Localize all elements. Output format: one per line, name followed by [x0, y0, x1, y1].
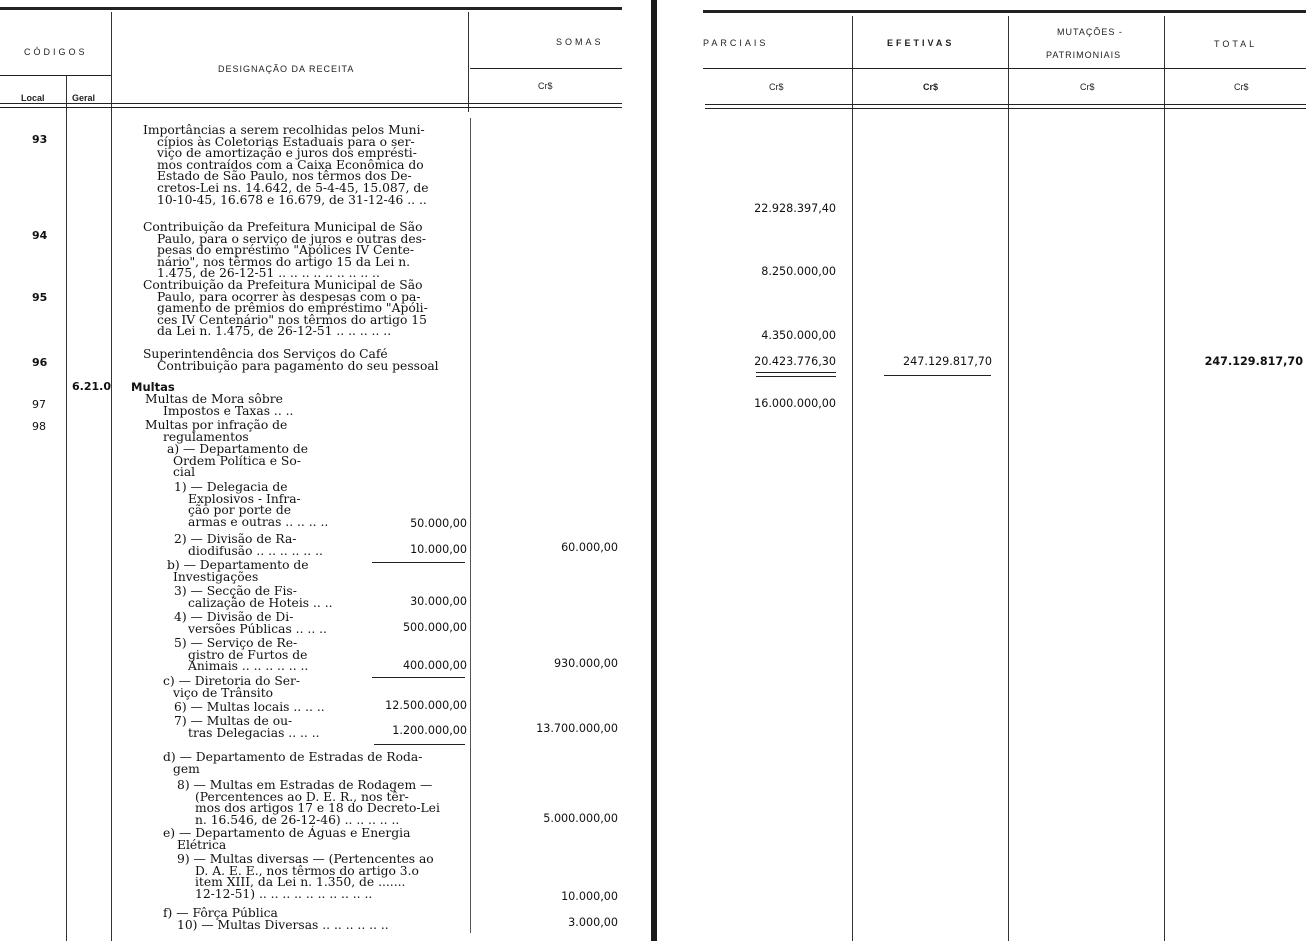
desc-line: (Percentences ao D. E. R., nos têr-: [195, 789, 409, 804]
amount-item-2: 10.000,00: [410, 543, 467, 556]
desc-line: calização de Hoteis .. ..: [188, 595, 333, 610]
code-98: 98: [32, 420, 46, 433]
desc-line: Importâncias a serem recolhidas pelos Muni-: [143, 123, 425, 137]
header-rule-2: [0, 107, 622, 108]
desc-line: Ordem Política e So-: [173, 453, 301, 468]
sub-e: [163, 828, 410, 851]
desc-line: 4) — Divisão de Di-: [174, 610, 294, 624]
somas-header: SOMAS: [556, 37, 604, 47]
desc-line: Impostos e Taxas .. ..: [163, 403, 294, 418]
desc-97: [145, 394, 293, 417]
desc-line: da Lei n. 1.475, de 26-12-51 .. .. .. .. ..: [157, 324, 392, 339]
designacao-header: DESIGNAÇÃO DA RECEITA: [218, 64, 355, 74]
header-rule-1: [0, 103, 622, 104]
parciais-header: PARCIAIS: [703, 38, 769, 48]
top-rule: [0, 7, 622, 10]
col-divider-codes: [111, 12, 112, 941]
desc-line: 12-12-51) .. .. .. .. .. .. .. .. .. ..: [195, 886, 373, 901]
desc-96: [143, 349, 439, 372]
soma-f: 3.000,00: [568, 916, 618, 929]
desc-line: 2) — Divisão de Ra-: [174, 532, 297, 546]
col-divider-efetivas: [1008, 16, 1009, 941]
soma-b: 930.000,00: [553, 657, 618, 670]
desc-line: Paulo, para ocorrer às despesas com o pa-: [157, 289, 421, 304]
codes-subrule: [0, 75, 111, 76]
parciais-sum-rule: [756, 376, 836, 377]
item-7: [174, 716, 320, 739]
desc-line: 1) — Delegacia de: [174, 480, 288, 494]
mutacoes-header-2: PATRIMONIAIS: [1046, 50, 1122, 60]
desc-line: cípios às Coletorias Estaduais para o ser-: [157, 134, 415, 149]
parcial-94: 8.250.000,00: [761, 265, 836, 278]
efetivas-header: EFETIVAS: [887, 38, 955, 48]
item-8: [177, 780, 440, 826]
code-96: 96: [32, 356, 48, 369]
parcial-93: 22.928.397,40: [754, 202, 836, 215]
subtotal-rule: [374, 744, 465, 745]
parcial-96: 20.423.776,30: [754, 355, 836, 368]
desc-line: Elétrica: [177, 837, 227, 852]
desc-93: [143, 125, 429, 206]
desc-line: c) — Diretoria do Ser-: [163, 674, 301, 688]
item-1: [174, 482, 328, 528]
amount-item-3: 30.000,00: [410, 595, 467, 608]
parcial-95: 4.350.000,00: [761, 329, 836, 342]
desc-line: nário", nos têrmos do artigo 15 da Lei n.: [157, 254, 411, 269]
soma-a: 60.000,00: [561, 541, 618, 554]
desc-line: viço de amortização e juros dos emprésti-: [157, 146, 417, 161]
col-divider-parciais: [852, 16, 853, 941]
desc-line: versões Públicas .. .. ..: [188, 621, 327, 636]
desc-line: regulamentos: [163, 429, 249, 444]
amount-item-5: 400.000,00: [402, 659, 467, 672]
amount-item-6: 12.500.000,00: [385, 699, 467, 712]
desc-line: gamento de prêmios do empréstimo "Apóli-: [157, 301, 428, 316]
code-94: 94: [32, 229, 48, 242]
desc-line: 1.475, de 26-12-51 .. .. .. .. .. .. .. .. ..: [157, 266, 380, 281]
desc-line: Multas de Mora sôbre: [145, 392, 283, 406]
code-93: 93: [32, 133, 48, 146]
code-97: 97: [32, 398, 46, 411]
desc-line: diodifusão .. .. .. .. .. ..: [188, 543, 323, 558]
desc-line: Investigações: [173, 569, 259, 584]
col-divider-local-geral: [66, 76, 67, 941]
desc-line: Paulo, para o serviço de juros e outras des-: [157, 231, 427, 246]
parciais-sum-rule: [756, 372, 836, 373]
desc-95: [143, 280, 428, 338]
desc-line: e) — Departamento de Águas e Energia: [163, 826, 411, 840]
code-95: 95: [32, 291, 48, 304]
multas-heading: Multas: [131, 380, 175, 394]
desc-line: Estado de São Paulo, nos têrmos dos De-: [157, 169, 412, 184]
item-4: [174, 612, 327, 635]
desc-line: ção por porte de: [188, 503, 292, 518]
item-3: [174, 586, 333, 609]
item-6: [174, 702, 325, 714]
item-5: [174, 638, 308, 673]
efetivas-sum-rule: [884, 375, 991, 376]
desc-line: 7) — Multas de ou-: [174, 714, 293, 728]
subtotal-rule: [372, 562, 465, 563]
desc-line: mos dos artigos 17 e 18 do Decreto-Lei: [195, 801, 440, 816]
amount-item-7: 1.200.000,00: [392, 724, 467, 737]
total-unit: Cr$: [1234, 82, 1249, 92]
total-96: 247.129.817,70: [1204, 355, 1303, 368]
col-divider-mutacoes: [1164, 16, 1165, 941]
desc-line: item XIII, da Lei n. 1.350, de .......: [195, 875, 406, 890]
header-rule-1: [705, 104, 1306, 105]
desc-line: Explosivos - Infra-: [188, 491, 301, 506]
book-spine: [651, 0, 657, 941]
desc-line: tras Delegacias .. .. ..: [188, 725, 320, 740]
desc-line: Contribuição da Prefeitura Municipal de São: [143, 278, 423, 292]
sub-b: [167, 560, 309, 583]
somas-subrule: [470, 68, 622, 69]
desc-line: viço de Trânsito: [173, 685, 274, 700]
desc-line: n. 16.546, de 26-12-46) .. .. .. .. ..: [195, 812, 400, 827]
somas-unit: Cr$: [538, 81, 553, 91]
soma-d: 5.000.000,00: [543, 812, 618, 825]
sub-f: f) — Fôrça Pública: [163, 906, 278, 920]
desc-line: Superintendência dos Serviços do Café: [143, 347, 388, 361]
desc-line: D. A. E. E., nos têrmos do artigo 3.o: [195, 863, 419, 878]
desc-line: ces IV Centenário" nos têrmos do artigo 15: [157, 312, 427, 327]
desc-line: gistro de Furtos de: [188, 647, 308, 662]
geral-header: Geral: [72, 93, 96, 103]
desc-line: 10-10-45, 16.678 e 16.679, de 31-12-46 .. ..: [157, 192, 427, 207]
col-divider-somas: [468, 12, 469, 112]
desc-line: gem: [173, 761, 200, 776]
header-rule-2: [705, 108, 1306, 109]
desc-line: armas e outras .. .. .. ..: [188, 514, 329, 529]
desc-line: b) — Departamento de: [167, 558, 309, 572]
desc-94: [143, 222, 426, 280]
mutacoes-header-1: MUTAÇÕES -: [1057, 27, 1123, 37]
page-gutter: [626, 0, 666, 941]
desc-line: Multas por infração de: [145, 418, 288, 432]
parcial-97: 16.000.000,00: [754, 397, 836, 410]
desc-line: a) — Departamento de: [167, 442, 308, 456]
desc-line: pesas do empréstimo "Apólices IV Cente-: [157, 243, 415, 258]
soma-e: 10.000,00: [561, 890, 618, 903]
soma-c: 13.700.000,00: [536, 722, 618, 735]
codigos-header: CÓDIGOS: [24, 47, 88, 57]
efetivas-unit: Cr$: [923, 82, 939, 92]
desc-line: cial: [173, 465, 196, 480]
local-header: Local: [21, 93, 45, 103]
sub-a: [167, 444, 308, 479]
desc-line: Contribuição da Prefeitura Municipal de São: [143, 220, 423, 234]
desc-line: Contribuição para pagamento do seu pessoal: [157, 358, 439, 373]
desc-line: cretos-Lei ns. 14.642, de 5-4-45, 15.087, de: [157, 180, 429, 195]
item-2: [174, 534, 323, 557]
desc-98: [145, 420, 287, 443]
item-9: [177, 854, 434, 900]
col-divider-amounts: [470, 118, 471, 933]
subtotal-rule: [372, 677, 465, 678]
desc-line: Animais .. .. .. .. .. ..: [188, 659, 309, 674]
sub-d: [163, 752, 422, 775]
total-header: TOTAL: [1214, 39, 1258, 49]
desc-line: mos contraídos com a Caixa Econômica do: [157, 157, 424, 172]
desc-line: 3) — Secção de Fis-: [174, 584, 297, 598]
desc-line: d) — Departamento de Estradas de Roda-: [163, 750, 423, 764]
amount-item-4: 500.000,00: [402, 621, 467, 634]
desc-line: 5) — Serviço de Re-: [174, 636, 298, 650]
mutacoes-unit: Cr$: [1080, 82, 1095, 92]
code-geral-6210: 6.21.0: [72, 380, 111, 393]
top-rule: [703, 10, 1306, 13]
amount-item-1: 50.000,00: [410, 517, 467, 530]
desc-line: 6) — Multas locais .. .. ..: [174, 700, 325, 714]
desc-line: 8) — Multas em Estradas de Rodagem —: [177, 778, 433, 792]
parciais-unit: Cr$: [769, 82, 784, 92]
header-subrule: [703, 68, 1306, 69]
efetiva-96: 247.129.817,70: [903, 355, 992, 368]
desc-line: 9) — Multas diversas — (Pertencentes ao: [177, 852, 434, 866]
sub-c: [163, 676, 300, 699]
item-10: 10) — Multas Diversas .. .. .. .. .. ..: [177, 918, 389, 932]
